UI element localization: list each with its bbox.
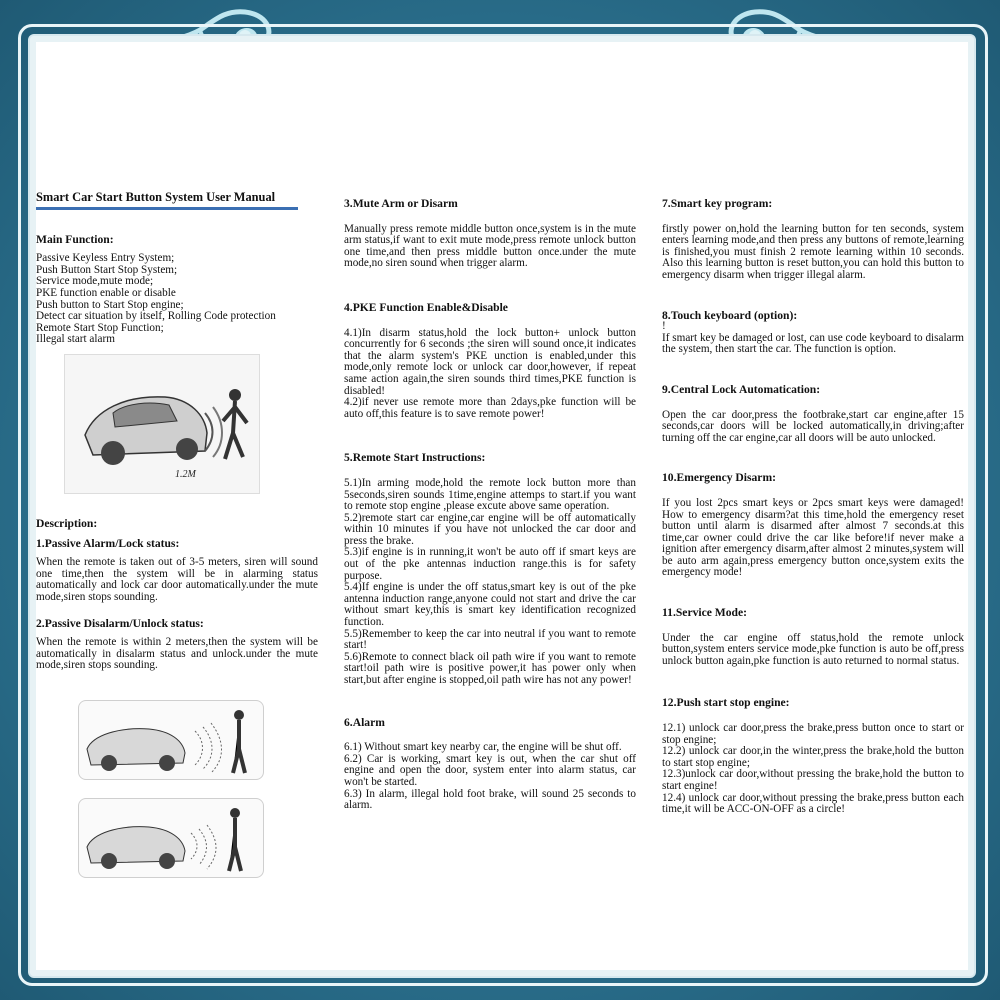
- passive-disalarm-heading: 2.Passive Disalarm/Unlock status:: [36, 616, 204, 630]
- section-heading: 3.Mute Arm or Disarm: [344, 197, 458, 210]
- section-heading: 6.Alarm: [344, 715, 385, 729]
- feature-list: [36, 253, 318, 346]
- list-item: 6.2) Car is working, smart key is out, when the car shut off engine and open the door, system enter into alarm status, car won't be started.: [344, 752, 636, 788]
- section-heading: 7.Smart key program:: [662, 197, 773, 210]
- section-text: 4.1)In disarm status,hold the lock button+ unlock button concurrently for 6 seconds ;the siren will sound once,it indicates that the alarm system's PKE unction is enabled,under this mode,only remote lock or unlock car door,however, if repeat same action again,the siren sounds third times,PKE function is disabled!: [344, 326, 636, 397]
- list-item: Illegal start alarm: [36, 334, 115, 346]
- list-item: 12.3)unlock car door,without pressing the brake,hold the button to start engine!: [662, 768, 964, 792]
- section-text: 4.2)if never use remote more than 2days,pke function will be auto off,this feature is to save remote power!: [344, 396, 636, 420]
- list-item: 12.1) unlock car door,press the brake,press button once to start or stop engine;: [662, 722, 964, 746]
- list-item: 5.5)Remember to keep the car into neutral if you want to remote start!: [344, 627, 636, 652]
- section-heading: 9.Central Lock Automatication:: [662, 382, 821, 396]
- section-text: firstly power on,hold the learning button for ten seconds, system enters learning mode,and then press any buttons of remote,learning is finished,you must finish 2 remote learning within 10 seconds. Also this learning button is reset button,you can hold this button to emergency disarm when trigger illegal alarm.: [662, 222, 964, 281]
- list-item: Remote Start Stop Function;: [36, 322, 164, 334]
- section-heading: 8.Touch keyboard (option):: [662, 308, 798, 322]
- list-item: 6.1) Without smart key nearby car, the engine will be shut off.: [344, 741, 622, 754]
- list-item: Detect car situation by itself, Rolling Code protection: [36, 311, 276, 323]
- list-item: 5.3)if engine is in running,it won't be auto off if smart keys are out of the pke antennas induction range.this is for safety purpose.: [344, 546, 636, 582]
- manual-title: Smart Car Start Button System User Manual: [36, 192, 298, 210]
- description-heading: Description:: [36, 516, 98, 530]
- section-text: !: [662, 320, 666, 333]
- list-item: Service mode,mute mode;: [36, 276, 154, 288]
- column-middle: [344, 190, 636, 812]
- list-item: 5.2)remote start car engine,car engine will be off automatically within 10 minutes if you have not unlocked the car door and press the brake.: [344, 511, 636, 547]
- section-text: Manually press remote middle button once,system is in the mute arm status,if want to exit mute mode,press remote unlock button one time,and then press middle button once.under the mute mode,no siren sound when trigger alarm.: [344, 222, 636, 270]
- list-item: Push button to Start Stop engine;: [36, 299, 184, 311]
- section-text: If smart key be damaged or lost, can use code keyboard to disalarm the system, then start the car. The function is option.: [662, 331, 964, 356]
- list-item: PKE function enable or disable: [36, 287, 176, 299]
- section-heading: 11.Service Mode:: [662, 606, 747, 620]
- section-heading: 4.PKE Function Enable&Disable: [344, 300, 508, 314]
- list-item: Push Button Start Stop System;: [36, 264, 178, 276]
- passive-alarm-text: When the remote is taken out of 3-5 meters, siren will sound one time,then the system will be in alarming status automatically and lock car door automatically.under the mute mode,siren stops sounding.: [36, 556, 318, 603]
- list-item: 5.1)In arming mode,hold the remote lock button more than 5seconds,siren sounds 1time,engine attemps to start.if you want to remote stop engine ,please excute above same operation.: [344, 476, 636, 513]
- list-item: 6.3) In alarm, illegal hold foot brake, will sound 25 seconds to alarm.: [344, 787, 636, 812]
- keyless-entry-illustration: [64, 354, 260, 494]
- list-item: 12.4) unlock car door,without pressing the brake,press button each time,it will be ACC-ON-OFF as a circle!: [662, 791, 964, 816]
- list-item: Passive Keyless Entry System;: [36, 253, 175, 265]
- list-item: 12.2) unlock car door,in the winter,press the brake,hold the button to start stop engine;: [662, 745, 964, 769]
- car-range-illustration-2: [78, 798, 264, 878]
- section-text: Open the car door,press the footbrake,start car engine,after 15 seconds,car doors will be locked automatically,in driving;after turning off the car engine,car all doors will be auto unlocked.: [662, 408, 964, 444]
- passive-disalarm-text: When the remote is within 2 meters,then the system will be automatically in disalarm status and unlock.under the mute mode,siren stops sounding.: [36, 636, 318, 672]
- main-function-heading: Main Function:: [36, 232, 114, 246]
- list-item: 5.6)Remote to connect black oil path wire if you want to remote start!oil path wire is positive power,it has power only when start,but after engine is stopped,oil path wire has not any power!: [344, 650, 636, 686]
- list-item: 5.4)If engine is under the off status,smart key is out of the pke antenna induction range,anyone could not start and drive the car without smart key,this is smart key identification recognized function.: [344, 581, 636, 629]
- section-text: Under the car engine off status,hold the remote unlock button,system enters service mode,pke function is auto be off,press unlock button again,pke function is auto returned to normal status.: [662, 631, 964, 667]
- car-range-illustration-1: [78, 700, 264, 780]
- section-text: If you lost 2pcs smart keys or 2pcs smart keys were damaged! How to emergency disarm?at this time,hold the emergency reset button until alarm is disarmed after almost 7 seconds.at this time,car owner could drive the car like before!if never make a ignition after emergency disarm,after almost 2 minutes,system will be auto arm again,press emergency button once,system exits the emergency mode!: [662, 496, 964, 579]
- column-left: [36, 190, 318, 878]
- section-heading: 12.Push start stop engine:: [662, 696, 790, 710]
- section-heading: 5.Remote Start Instructions:: [344, 451, 486, 465]
- passive-alarm-heading: 1.Passive Alarm/Lock status:: [36, 536, 180, 550]
- car-person-drawing: [65, 355, 259, 493]
- distance-label: 1.2M: [175, 468, 196, 480]
- section-heading: 10.Emergency Disarm:: [662, 471, 776, 485]
- column-right: [662, 190, 964, 816]
